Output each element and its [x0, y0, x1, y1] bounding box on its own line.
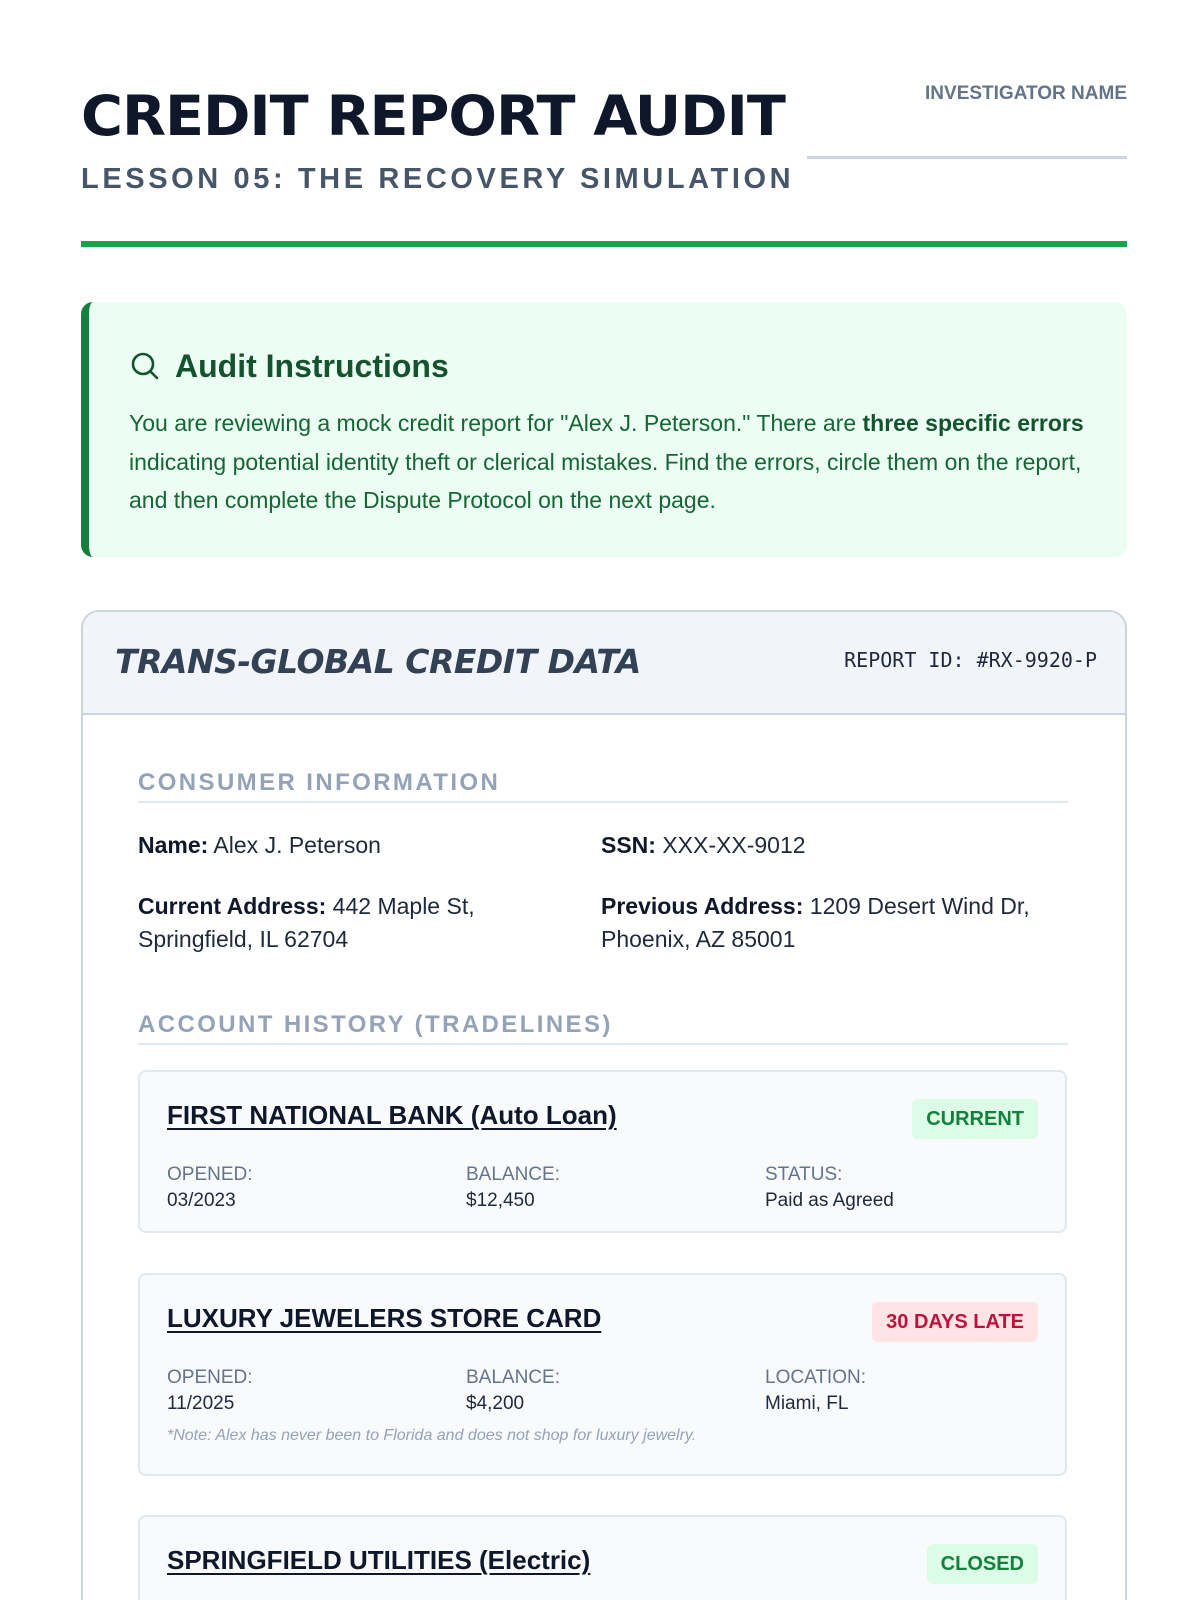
tradeline-name: LUXURY JEWELERS STORE CARD	[167, 1303, 602, 1333]
name-label: Name:	[138, 832, 209, 858]
investigator-name-line[interactable]	[807, 156, 1127, 159]
tradeline-name: FIRST NATIONAL BANK (Auto Loan)	[167, 1100, 617, 1130]
field-value: Paid as Agreed	[765, 1190, 894, 1211]
instructions-text-intro: You are reviewing a mock credit report for "Alex J. Peterson." There are	[129, 410, 863, 436]
tradeline-card	[138, 1273, 1067, 1476]
field-value: $12,450	[466, 1190, 535, 1211]
tradeline-field	[466, 1162, 746, 1214]
credit-report	[81, 610, 1127, 1600]
report-id: REPORT ID: #RX-9920-P	[844, 648, 1097, 672]
consumer-ssn	[601, 829, 1051, 862]
name-value: Alex J. Peterson	[208, 832, 381, 858]
bureau-name: TRANS-GLOBAL CREDIT DATA	[115, 642, 641, 681]
status-badge: CURRENT	[912, 1099, 1038, 1139]
status-badge: 30 DAYS LATE	[872, 1302, 1038, 1342]
ssn-value: XXX-XX-9012	[655, 832, 806, 858]
audit-instructions-panel	[81, 302, 1127, 557]
instructions-heading	[129, 344, 1087, 388]
tradeline-name: SPRINGFIELD UTILITIES (Electric)	[167, 1545, 591, 1575]
field-value: 03/2023	[167, 1190, 236, 1211]
ssn-label: SSN:	[601, 832, 656, 858]
field-label: BALANCE:	[466, 1164, 560, 1185]
field-value: $4,200	[466, 1393, 525, 1414]
status-badge: CLOSED	[927, 1544, 1038, 1584]
instructions-title: Audit Instructions	[175, 347, 449, 384]
consumer-info-heading: CONSUMER INFORMATION	[138, 769, 1068, 803]
tradeline-field	[466, 1365, 746, 1417]
consumer-previous-address	[601, 890, 1061, 956]
field-value: Miami, FL	[765, 1393, 849, 1414]
page-title: CREDIT REPORT AUDIT	[81, 84, 785, 148]
field-label: OPENED:	[167, 1367, 253, 1388]
instructions-text-emphasis: three specific errors	[862, 410, 1084, 436]
tradeline-note: *Note: Alex has never been to Florida and does not shop for luxury jewelry.	[167, 1427, 697, 1444]
report-header	[83, 612, 1125, 715]
field-label: OPENED:	[167, 1164, 253, 1185]
account-history-heading: ACCOUNT HISTORY (TRADELINES)	[138, 1011, 1068, 1045]
current-address-label: Current Address:	[138, 893, 327, 919]
tradeline-field	[765, 1162, 1045, 1214]
previous-address-value: 1209 Desert Wind Dr, Phoenix, AZ 85001	[601, 893, 1030, 952]
field-label: BALANCE:	[466, 1367, 560, 1388]
page-header	[81, 80, 1127, 246]
current-address-value: 442 Maple St, Springfield, IL 62704	[138, 893, 475, 952]
field-label: LOCATION:	[765, 1367, 866, 1388]
field-value: 11/2025	[167, 1393, 235, 1414]
header-divider	[81, 241, 1127, 247]
tradeline-card	[138, 1070, 1067, 1233]
investigator-field[interactable]	[807, 80, 1127, 108]
investigator-label: INVESTIGATOR NAME	[925, 83, 1127, 104]
consumer-name	[138, 829, 588, 862]
page-subtitle: LESSON 05: THE RECOVERY SIMULATION	[81, 163, 795, 195]
field-label: STATUS:	[765, 1164, 843, 1185]
tradeline-field	[765, 1365, 1045, 1417]
tradeline-field	[167, 1162, 447, 1214]
tradeline-field	[167, 1365, 447, 1417]
tradeline-card	[138, 1515, 1067, 1600]
instructions-text	[129, 404, 1087, 520]
previous-address-label: Previous Address:	[601, 893, 804, 919]
consumer-current-address	[138, 890, 518, 956]
instructions-text-rest: indicating potential identity theft or clerical mistakes. Find the errors, circle them on the report, and then complete the Dispute Protocol on the next page.	[129, 448, 1082, 513]
search-icon	[129, 350, 161, 382]
